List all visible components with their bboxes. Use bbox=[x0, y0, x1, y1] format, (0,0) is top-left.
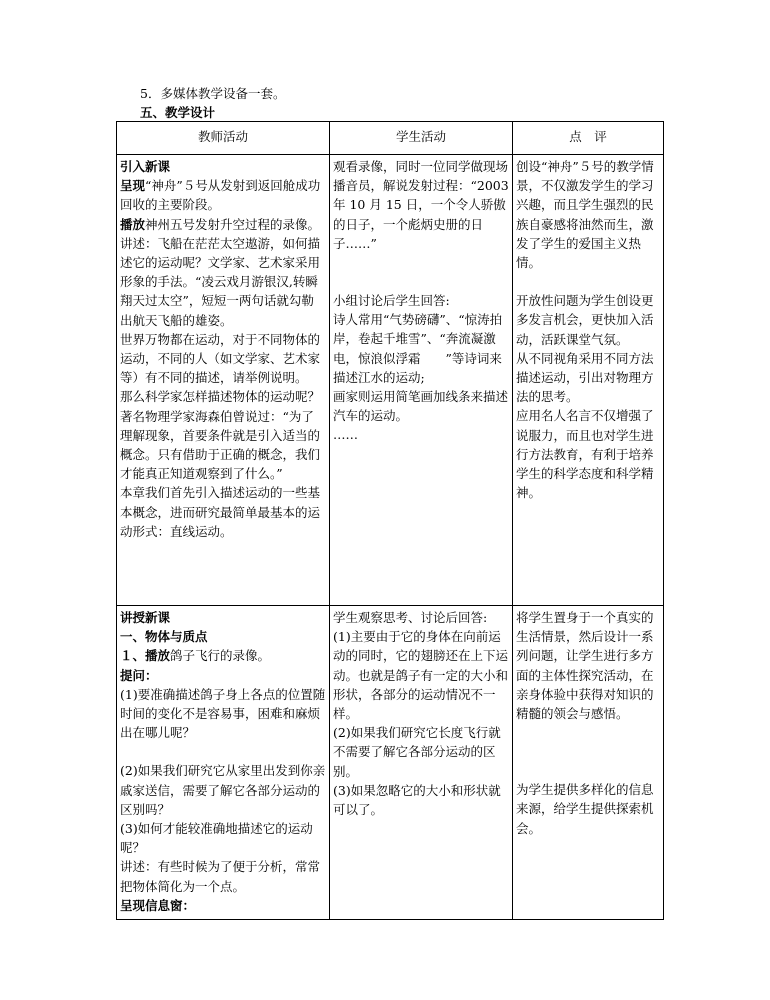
paragraph: 世界万物都在运动，对于不同物体的运动，不同的人（如文学家、艺术家等）有不同的描述，请举例说明。 bbox=[120, 331, 321, 386]
paragraph: …… bbox=[333, 427, 358, 443]
section-heading: 五、教学设计 bbox=[140, 105, 216, 120]
paragraph: 呈现“神舟”５号从发射到返回舱成功回收的主要阶段。 bbox=[120, 178, 321, 213]
paragraph: 将学生置身于一个真实的生活情景，然后设计一系列问题，让学生进行多方面的主体性探究活动，在亲身体验中获得对知识的精髓的领会与感悟。 bbox=[516, 610, 654, 722]
comment-cell bbox=[513, 155, 664, 606]
cell-heading: 引入新课 bbox=[120, 159, 171, 174]
question: (2)如果我们研究它从家里出发到你亲戚家送信，需要了解它各部分运动的区别吗？ bbox=[120, 763, 326, 817]
answer: (1)主要由于它的身体在向前运动的同时，它的翅膀还在上下运动。也就是鸽子有一定的大小和形状，各部分的运动情况不一样。 bbox=[333, 629, 509, 722]
table-row bbox=[117, 155, 664, 606]
teacher-activity-cell bbox=[117, 155, 330, 606]
question: (1)要准确描述鸽子身上各点的位置随时间的变化不是容易事，困难和麻烦出在哪儿呢？ bbox=[120, 686, 326, 741]
paragraph: 讲述：有些时候为了便于分析，常常把物体简化为一个点。 bbox=[120, 859, 321, 894]
paragraph: １、播放鸽子飞行的录像。 bbox=[120, 648, 271, 664]
student-activity-cell bbox=[330, 155, 513, 606]
comment-cell bbox=[513, 606, 664, 920]
paragraph: 学生观察思考、讨论后回答: bbox=[333, 610, 488, 625]
subheading: 一、物体与质点 bbox=[120, 629, 208, 645]
table-row bbox=[117, 606, 664, 920]
paragraph: 讲述：飞船在茫茫太空遨游，如何描述它的运动呢？文学家、艺术家采用形象的手法。“凌云戏月游银汉,转瞬翔天过太空”，短短一两句话就勾勒出航天飞船的雄姿。 bbox=[120, 235, 321, 328]
paragraph: 从不同视角采用不同方法描述运动，引出对物理方法的思考。 bbox=[516, 350, 654, 405]
header-comment: 点 评 bbox=[513, 122, 664, 155]
teaching-design-table bbox=[116, 121, 664, 920]
header-student-activity: 学生活动 bbox=[330, 122, 513, 155]
paragraph: 诗人常用“气势磅礴”、“惊涛拍岸，卷起千堆雪”、“奔流凝激电，惊浪似浮霜 ”等诗词来描述江水的运动; bbox=[333, 312, 503, 385]
paragraph: 播放神州五号发射升空过程的录像。 bbox=[120, 216, 321, 232]
paragraph: 著名物理学家海森伯曾说过：“为了理解现象，首要条件就是引入适当的概念。只有借助于正确的概念，我们才能真正知道观察到了什么。” bbox=[120, 408, 321, 482]
paragraph: 本章我们首先引入描述运动的一些基本概念，进而研究最简单最基本的运动形式：直线运动。 bbox=[120, 485, 321, 539]
paragraph: 为学生提供多样化的信息来源，给学生提供探索机会。 bbox=[516, 782, 654, 836]
cell-heading: 讲授新课 bbox=[120, 610, 171, 625]
paragraph: 创设“神舟”５号的教学情景，不仅激发学生的学习兴趣，而且学生强烈的民族自豪感将油然而生，激发了学生的爱国主义热情。 bbox=[516, 159, 654, 271]
info-window-label: 呈现信息窗： bbox=[120, 897, 196, 913]
paragraph: 小组讨论后学生回答: bbox=[333, 293, 450, 309]
question: (3)如何才能较准确地描述它的运动呢？ bbox=[120, 821, 313, 856]
paragraph: 画家则运用简笔画加线条来描述汽车的运动。 bbox=[333, 389, 509, 424]
teacher-activity-cell bbox=[117, 606, 330, 920]
answer: (3)如果忽略它的大小和形状就可以了。 bbox=[333, 782, 501, 818]
answer: (2)如果我们研究它长度飞行就不需要了解它各部分运动的区别。 bbox=[333, 725, 501, 779]
header-teacher-activity: 教师活动 bbox=[117, 122, 330, 155]
paragraph: 观看录像，同时一位同学做现场播音员，解说发射过程：“2003 年 10 月 15 日，一个令人骄傲的日子，一个彪炳史册的日子……” bbox=[333, 159, 509, 251]
list-item-equipment: 5．多媒体教学设备一套。 bbox=[140, 86, 286, 101]
question-label: 提问： bbox=[120, 667, 158, 683]
paragraph: 那么科学家怎样描述物体的运动呢？ bbox=[120, 389, 321, 405]
student-activity-cell bbox=[330, 606, 513, 920]
table-header-row bbox=[117, 122, 664, 155]
paragraph: 应用名人名言不仅增强了说服力，而且也对学生进行方法教育，有利于培养学生的科学态度和科学精神。 bbox=[516, 408, 654, 501]
paragraph: 开放性问题为学生创设更多发言机会，更快加入活动，活跃课堂气氛。 bbox=[516, 293, 654, 347]
